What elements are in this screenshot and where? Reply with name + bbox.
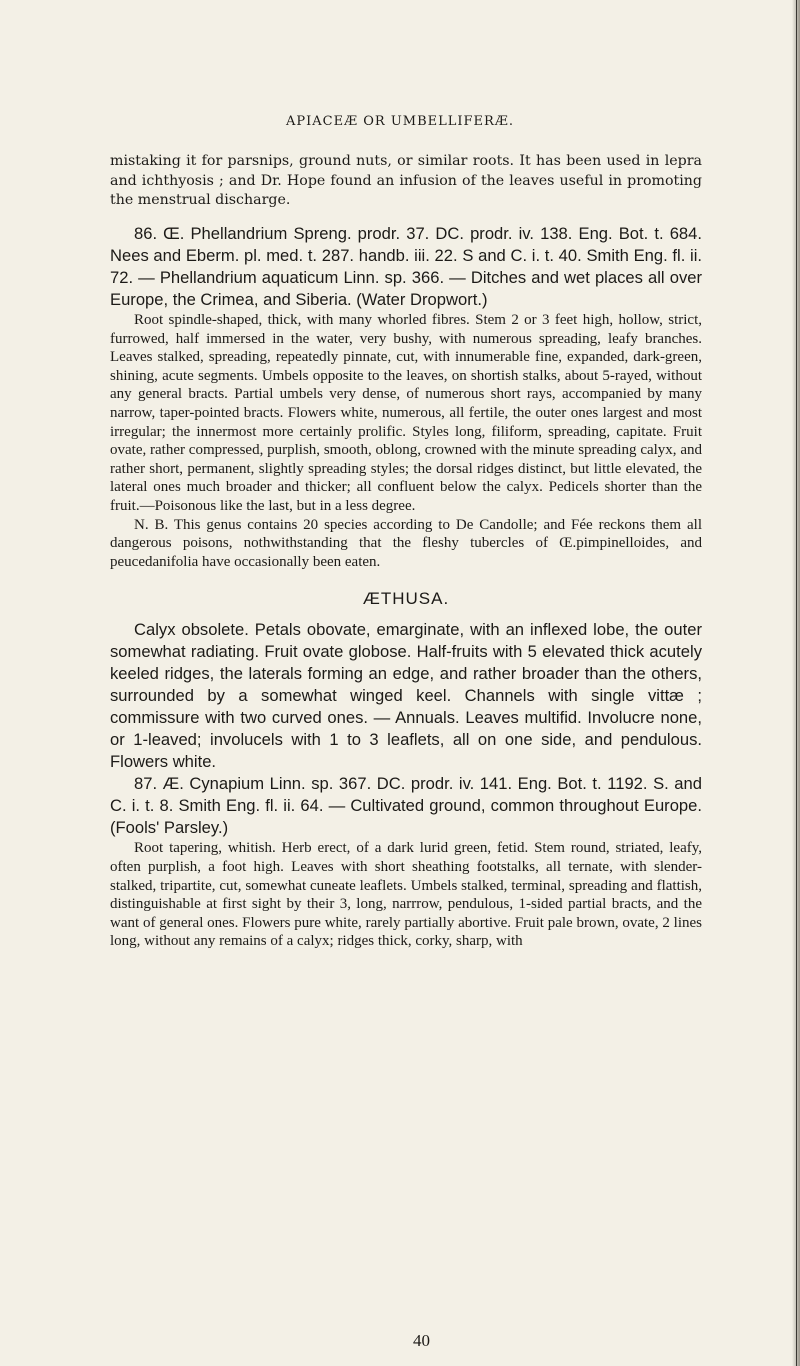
page-number: 40: [413, 1331, 430, 1350]
species-86-heading: 86. Œ. Phellandrium Spreng. prodr. 37. DC. prodr. iv. 138. Eng. Bot. t. 684. Nees and Eberm. pl. med. t. 287. handb. iii. 22. S and C. i. t. 40. Smith Eng. fl. ii. 72. — Phellandrium aquaticum Linn. sp. 366. — Ditches and wet places all over Europe, the Crimea, and Siberia. (Water Dropwort.): [110, 224, 702, 310]
species-87-heading: 87. Æ. Cynapium Linn. sp. 367. DC. prodr. iv. 141. Eng. Bot. t. 1192. S. and C. i. t. 8. Smith Eng. fl. ii. 64. — Cultivated ground, common throughout Europe. (Fools' Parsley.): [110, 774, 702, 838]
text-block: [110, 152, 702, 951]
intro-paragraph: mistaking it for parsnips, ground nuts, or similar roots. It has been used in lepra and ichthyosis ; and Dr. Hope found an infusion of the leaves useful in promoting the menstrual discharge.: [110, 153, 702, 209]
species-86-description: Root spindle-shaped, thick, with many whorled fibres. Stem 2 or 3 feet high, hollow, strict, furrowed, half immersed in the water, very bushy, with numerous spreading, leafy branches. Leaves stalked, spreading, repeatedly pinnate, cut, with innumerable fine, expanded, dark-green, shining, acute segments. Umbels opposite to the leaves, on shortish stalks, about 5-rayed, without any general bracts. Partial umbels very dense, of numerous short rays, accompanied by many narrow, taper-pointed bracts. Flowers white, numerous, all fertile, the outer ones largest and most irregular; the innermost more certainly prolific. Styles long, filiform, spreading, capitate. Fruit ovate, rather compressed, purplish, smooth, oblong, crowned with the minute spreading calyx, and rather short, permanent, slightly spreading styles; the dorsal ridges distinct, but little elevated, the lateral ones much broader and thicker; all confluent below the calyx. Pedicels shorter than the fruit.—Poisonous like the last, but in a less degree.: [110, 312, 702, 515]
nota-bene-note: N. B. This genus contains 20 species according to De Candolle; and Fée reckons them all dangerous poisons, nothwithstanding that the fleshy tubercles of Œ.pimpinelloides, and peucedanifolia have occasionally been eaten.: [110, 516, 702, 570]
running-head: APIACEÆ OR UMBELLIFERÆ.: [286, 114, 514, 129]
page-edge-line: [796, 0, 797, 1366]
genus-title: ÆTHUSA.: [362, 589, 450, 609]
species-87-description: Root tapering, whitish. Herb erect, of a dark lurid green, fetid. Stem round, striated, leafy, often purplish, a foot high. Leaves with short sheathing footstalks, all ternate, with slender-stalked, tripartite, cut, somewhat cuneate leaflets. Umbels stalked, terminal, spreading and flattish, distinguishable at first sight by their 3, long, narrrow, pendulous, 1-sided partial bracts, and the want of general ones. Flowers pure white, rarely partially abortive. Fruit pale brown, ovate, 2 lines long, without any remains of a calyx; ridges thick, corky, sharp, with: [110, 840, 702, 950]
genus-description: Calyx obsolete. Petals obovate, emarginate, with an inflexed lobe, the outer somewhat radiating. Fruit ovate globose. Half-fruits with 5 elevated thick acutely keeled ridges, the laterals forming an edge, and rather broader than the others, surrounded by a somewhat winged keel. Channels with single vittæ ; commissure with two curved ones. — Annuals. Leaves multifid. Involucre none, or 1-leaved; involucels with 1 to 3 leaflets, all on one side, and pendulous. Flowers white.: [110, 620, 702, 772]
